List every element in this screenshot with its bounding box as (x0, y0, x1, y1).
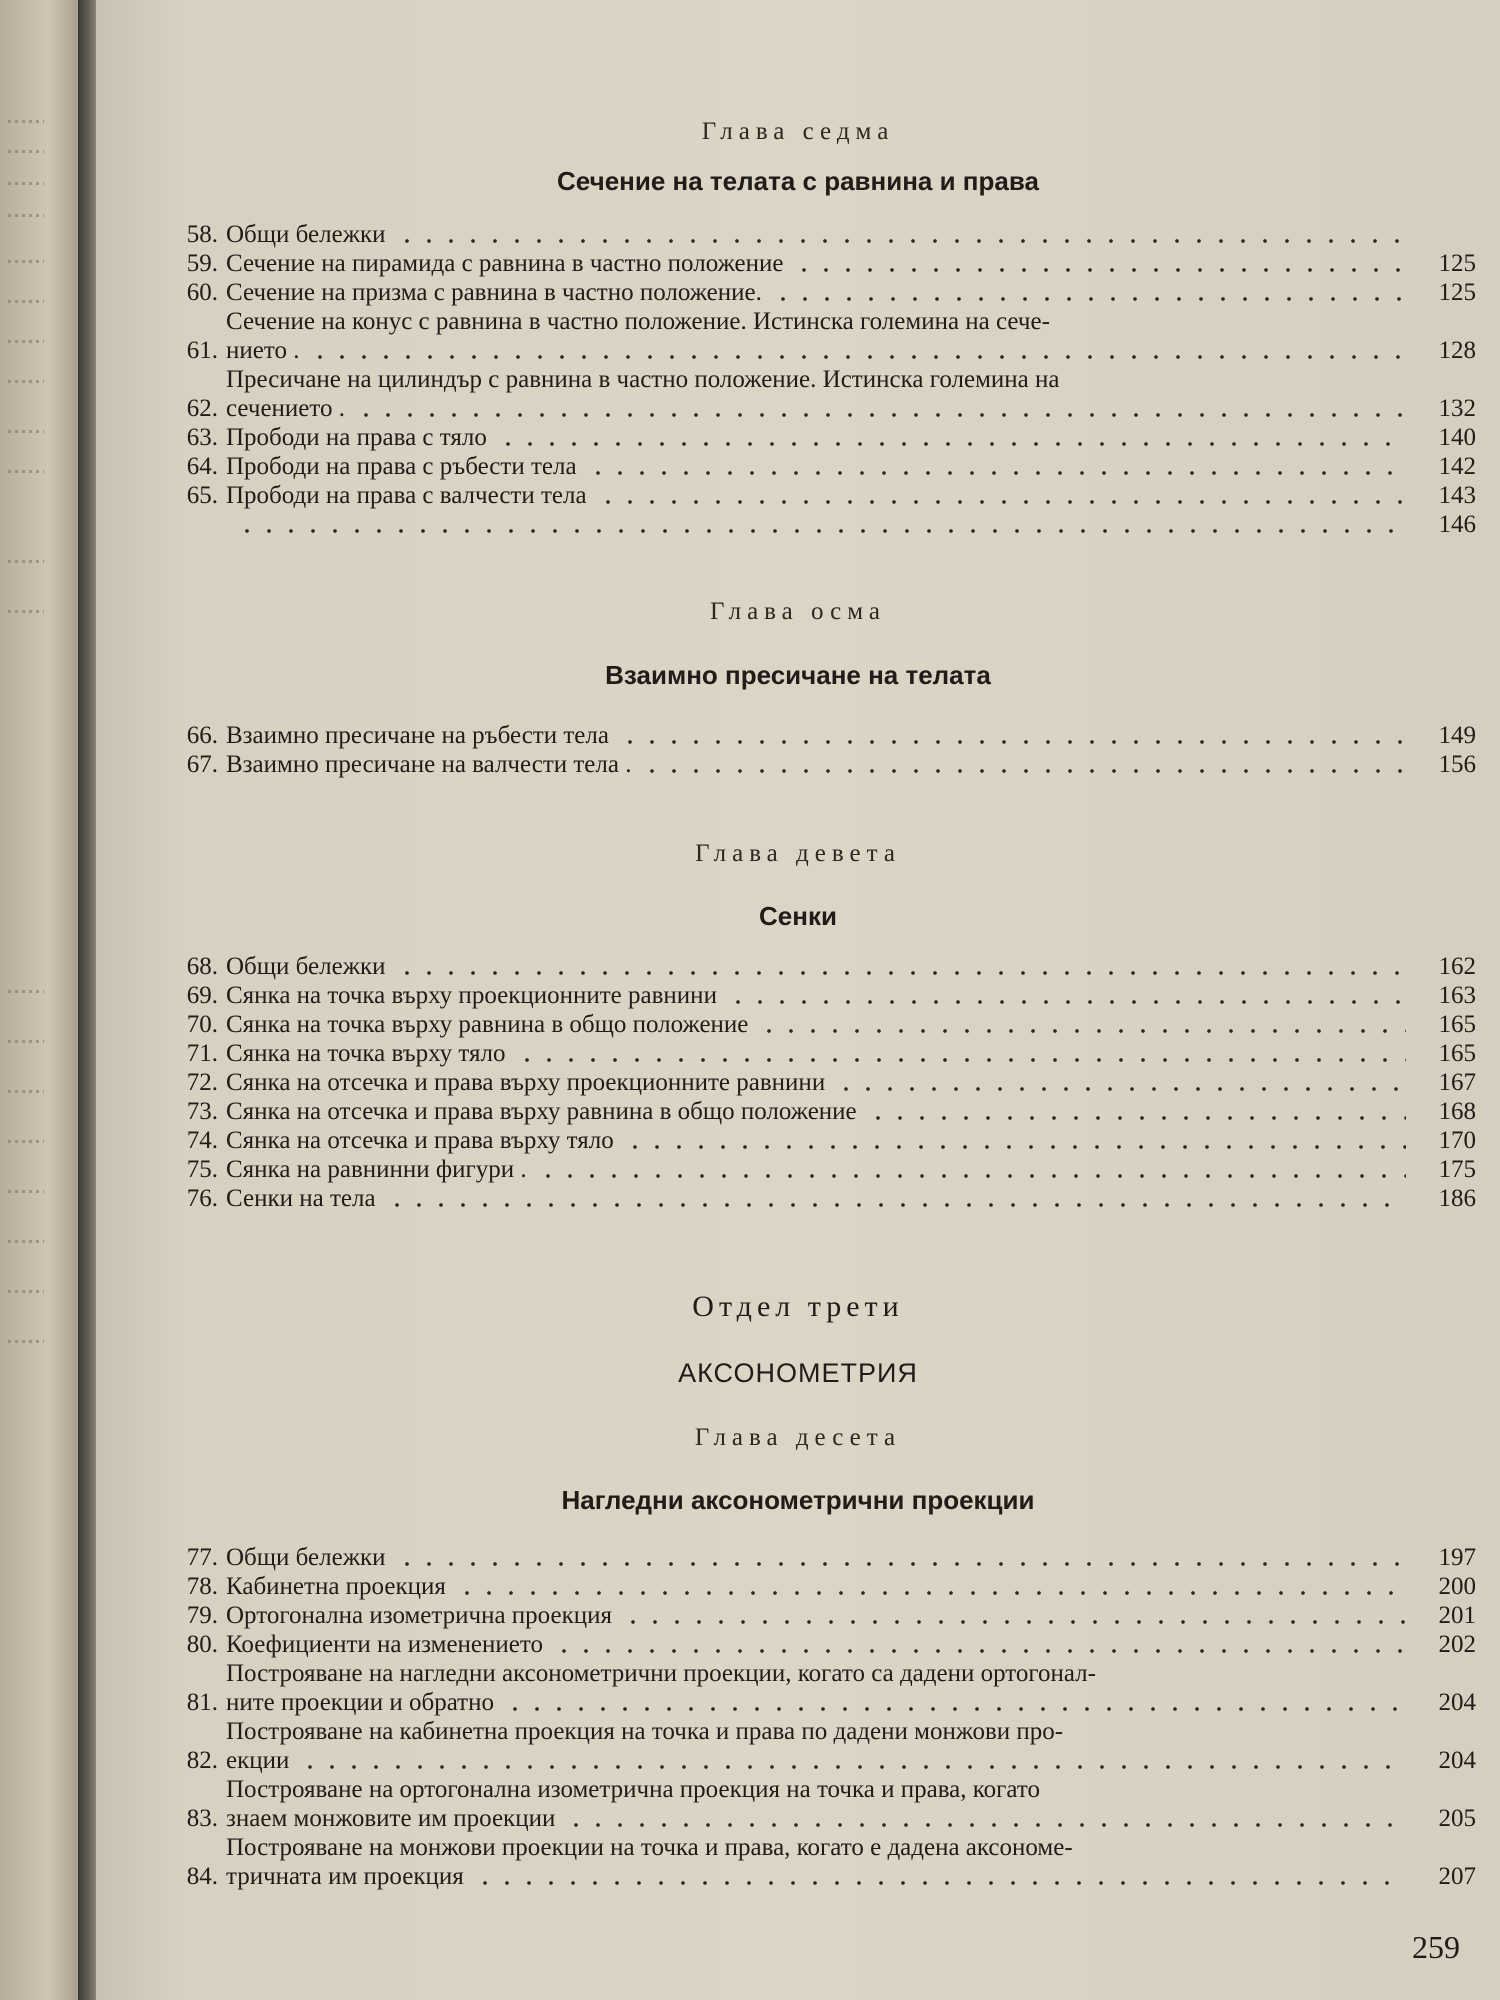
entry-number: 63. (186, 424, 218, 451)
entry-title: Сянка на точка върху проекционните равнини (226, 982, 717, 1009)
entry-title: Общи бележки (226, 221, 386, 248)
toc-entry (156, 365, 1476, 423)
dot-leader (835, 1087, 1406, 1091)
entry-number: 81. (186, 1689, 218, 1716)
entry-title: Сянка на отсечка и права върху тяло (226, 1127, 614, 1154)
toc-entry (156, 1717, 1476, 1775)
entry-title: Взаимно пресичане на ръбести тела (226, 722, 609, 749)
entry-page: 202 (1438, 1631, 1476, 1658)
chapter-heading (96, 840, 1500, 868)
dot-leader (619, 740, 1406, 744)
entry-title: Построяване на кабинетна проекция на точка и права по дадени монжови про- (226, 1718, 1064, 1745)
entry-title: Прободи на права с ръбести тела (226, 453, 577, 480)
entry-title: ните проекции и обратно (226, 1689, 494, 1716)
entry-number: 76. (186, 1185, 218, 1212)
toc-entry (156, 1601, 1476, 1630)
toc-entry (156, 1572, 1476, 1601)
chapter-title-row (96, 166, 1500, 197)
toc-entry (156, 1155, 1476, 1184)
entry-page: 204 (1438, 1689, 1476, 1716)
toc-entry (156, 307, 1476, 365)
dot-leader (537, 1174, 1406, 1178)
entry-page: 167 (1438, 1069, 1476, 1096)
entry-number: 58. (186, 221, 218, 248)
entry-page: 149 (1438, 722, 1476, 749)
toc-entry (156, 249, 1476, 278)
chapter-title: Сечение на телата с равнина и права (557, 166, 1039, 196)
division-title-row (96, 1358, 1500, 1389)
chapter-title: Нагледни аксонометрични проекции (561, 1485, 1035, 1515)
entry-page: 170 (1438, 1127, 1476, 1154)
entry-number: 71. (186, 1040, 218, 1067)
entry-page: 162 (1438, 953, 1476, 980)
dot-leader (396, 239, 1406, 243)
dot-leader (497, 442, 1406, 446)
chapter-heading (96, 118, 1500, 146)
dot-leader (236, 529, 1406, 533)
entry-number: 78. (186, 1573, 218, 1600)
toc-entry (156, 278, 1476, 307)
chapter-heading (96, 598, 1500, 626)
toc-section (156, 952, 1476, 1213)
entry-title: Построяване на ортогонална изометрична проекция на точка и права, когато (226, 1776, 1040, 1803)
entry-title: Прободи на права с валчести тела (226, 482, 587, 509)
entry-title: Сечение на призма с равнина в частно положение. (226, 279, 762, 306)
chapter-heading (96, 1424, 1500, 1452)
dot-leader (456, 1591, 1406, 1595)
entry-number: 59. (186, 250, 218, 277)
entry-page: 205 (1438, 1805, 1476, 1832)
toc-entry (156, 1068, 1476, 1097)
entry-title: Ортогонална изометрична проекция (226, 1602, 612, 1629)
entry-title: Сенки на тела (226, 1185, 376, 1212)
entry-page: 186 (1438, 1185, 1476, 1212)
entry-title: Общи бележки (226, 953, 386, 980)
toc-section (156, 1543, 1476, 1891)
toc-entry (156, 1833, 1476, 1891)
chapter-title-row (96, 660, 1500, 691)
entry-page: 165 (1438, 1040, 1476, 1067)
toc-entry (156, 750, 1476, 779)
entry-number: 60. (186, 279, 218, 306)
entry-page: 197 (1438, 1544, 1476, 1571)
toc-entry (156, 952, 1476, 981)
division-title: АКСОНОМЕТРИЯ (678, 1358, 918, 1388)
chapter-title: Взаимно пресичане на телата (605, 660, 991, 690)
entry-number: 73. (186, 1098, 218, 1125)
dot-leader (386, 1203, 1406, 1207)
chapter-label: Глава девета (695, 840, 901, 867)
page-number: 259 (1412, 1929, 1460, 1965)
entry-number: 65. (186, 482, 218, 509)
entry-number: 66. (186, 722, 218, 749)
entry-page: 200 (1438, 1573, 1476, 1600)
entry-number: 82. (186, 1747, 218, 1774)
entry-number: 64. (186, 453, 218, 480)
entry-number: 84. (186, 1863, 218, 1890)
entry-number: 79. (186, 1602, 218, 1629)
entry-page: 207 (1438, 1863, 1476, 1890)
chapter-title-row (96, 901, 1500, 932)
entry-page: 156 (1438, 751, 1476, 778)
dot-leader (772, 297, 1406, 301)
toc-entry (156, 981, 1476, 1010)
entry-page: 204 (1438, 1747, 1476, 1774)
entry-title: знаем монжовите им проекции (226, 1805, 556, 1832)
entry-page: 165 (1438, 1011, 1476, 1038)
entry-page: 125 (1438, 279, 1476, 306)
entry-page: 125 (1438, 250, 1476, 277)
entry-title: Сянка на точка върху тяло (226, 1040, 506, 1067)
entry-number: 67. (186, 751, 218, 778)
dot-leader (355, 413, 1406, 417)
entry-number: 69. (186, 982, 218, 1009)
toc-entry (156, 1659, 1476, 1717)
dot-leader (622, 1620, 1406, 1624)
entry-number: 83. (186, 1805, 218, 1832)
toc-entry (156, 1126, 1476, 1155)
entry-title: екции (226, 1747, 290, 1774)
toc-entry (156, 1543, 1476, 1572)
dot-leader (553, 1649, 1406, 1653)
entry-number: 68. (186, 953, 218, 980)
entry-page: 201 (1438, 1602, 1476, 1629)
entry-title: Построяване на монжови проекции на точка и права, когато е дадена аксономе- (226, 1834, 1073, 1861)
entry-title: Кабинетна проекция (226, 1573, 446, 1600)
entry-number: 75. (186, 1156, 218, 1183)
dot-leader (504, 1707, 1406, 1711)
dot-leader (565, 1823, 1406, 1827)
dot-leader (641, 769, 1406, 773)
entry-title: нието . (226, 337, 300, 364)
entry-page: 175 (1438, 1156, 1476, 1183)
toc-entry (156, 510, 1476, 539)
chapter-label: Глава десета (694, 1424, 902, 1451)
entry-number: 61. (186, 337, 218, 364)
dot-leader (793, 268, 1406, 272)
toc-entry (156, 452, 1476, 481)
toc-entry (156, 721, 1476, 750)
entry-number: 70. (186, 1011, 218, 1038)
entry-page: 146 (1438, 511, 1476, 538)
entry-page: 132 (1438, 395, 1476, 422)
entry-title: Общи бележки (226, 1544, 386, 1571)
toc-entry (156, 423, 1476, 452)
entry-number: 72. (186, 1069, 218, 1096)
toc-entry (156, 481, 1476, 510)
dot-leader (597, 500, 1406, 504)
entry-title: Сечение на пирамида с равнина в частно положение (226, 250, 784, 277)
dot-leader (587, 471, 1406, 475)
toc-entry (156, 1039, 1476, 1068)
dot-leader (396, 971, 1406, 975)
facing-page-edge (0, 0, 88, 2000)
dot-leader (309, 355, 1406, 359)
entry-title: Сянка на отсечка и права върху проекционните равнини (226, 1069, 826, 1096)
dot-leader (516, 1058, 1406, 1062)
dot-leader (727, 1000, 1406, 1004)
dot-leader (299, 1765, 1406, 1769)
entry-page: 163 (1438, 982, 1476, 1009)
entry-title: Прободи на права с тяло (226, 424, 487, 451)
dot-leader (474, 1881, 1406, 1885)
toc-entry (156, 1630, 1476, 1659)
entry-page: 168 (1438, 1098, 1476, 1125)
entry-page: 142 (1438, 453, 1476, 480)
dot-leader (396, 1562, 1406, 1566)
toc-section (156, 721, 1476, 779)
chapter-label: Глава седма (701, 118, 895, 145)
toc-entry (156, 220, 1476, 249)
entry-number: 80. (186, 1631, 218, 1658)
entry-title: сечението . (226, 395, 345, 422)
entry-number: 77. (186, 1544, 218, 1571)
chapter-title: Сенки (759, 901, 837, 931)
toc-entry (156, 1010, 1476, 1039)
book-page (96, 0, 1500, 2000)
dot-leader (758, 1029, 1406, 1033)
chapter-label: Глава осма (710, 598, 886, 625)
dot-leader (867, 1116, 1406, 1120)
entry-title: Взаимно пресичане на валчести тела . (226, 751, 632, 778)
division-label: Отдел трети (692, 1290, 904, 1323)
entry-title: Сянка на равнинни фигури . (226, 1156, 527, 1183)
entry-title: Коефициенти на изменението (226, 1631, 543, 1658)
entry-title: тричната им проекция (226, 1863, 464, 1890)
entry-number: 62. (186, 395, 218, 422)
entry-title: Сянка на отсечка и права върху равнина в общо положение (226, 1098, 857, 1125)
toc-entry (156, 1184, 1476, 1213)
toc-entry (156, 1097, 1476, 1126)
entry-page: 143 (1438, 482, 1476, 509)
chapter-title-row (96, 1485, 1500, 1516)
division-heading (96, 1290, 1500, 1324)
entry-page: 140 (1438, 424, 1476, 451)
entry-title: Построяване на нагледни аксонометрични проекции, когато са дадени ортогонал- (226, 1660, 1096, 1687)
entry-title: Сянка на точка върху равнина в общо положение (226, 1011, 749, 1038)
toc-entry (156, 1775, 1476, 1833)
toc-section (156, 220, 1476, 539)
entry-title: Сечение на конус с равнина в частно положение. Истинска големина на сече- (226, 308, 1050, 335)
entry-page: 128 (1438, 337, 1476, 364)
entry-title: Пресичане на цилиндър с равнина в частно положение. Истинска големина на (226, 366, 1060, 393)
entry-number: 74. (186, 1127, 218, 1154)
dot-leader (624, 1145, 1406, 1149)
